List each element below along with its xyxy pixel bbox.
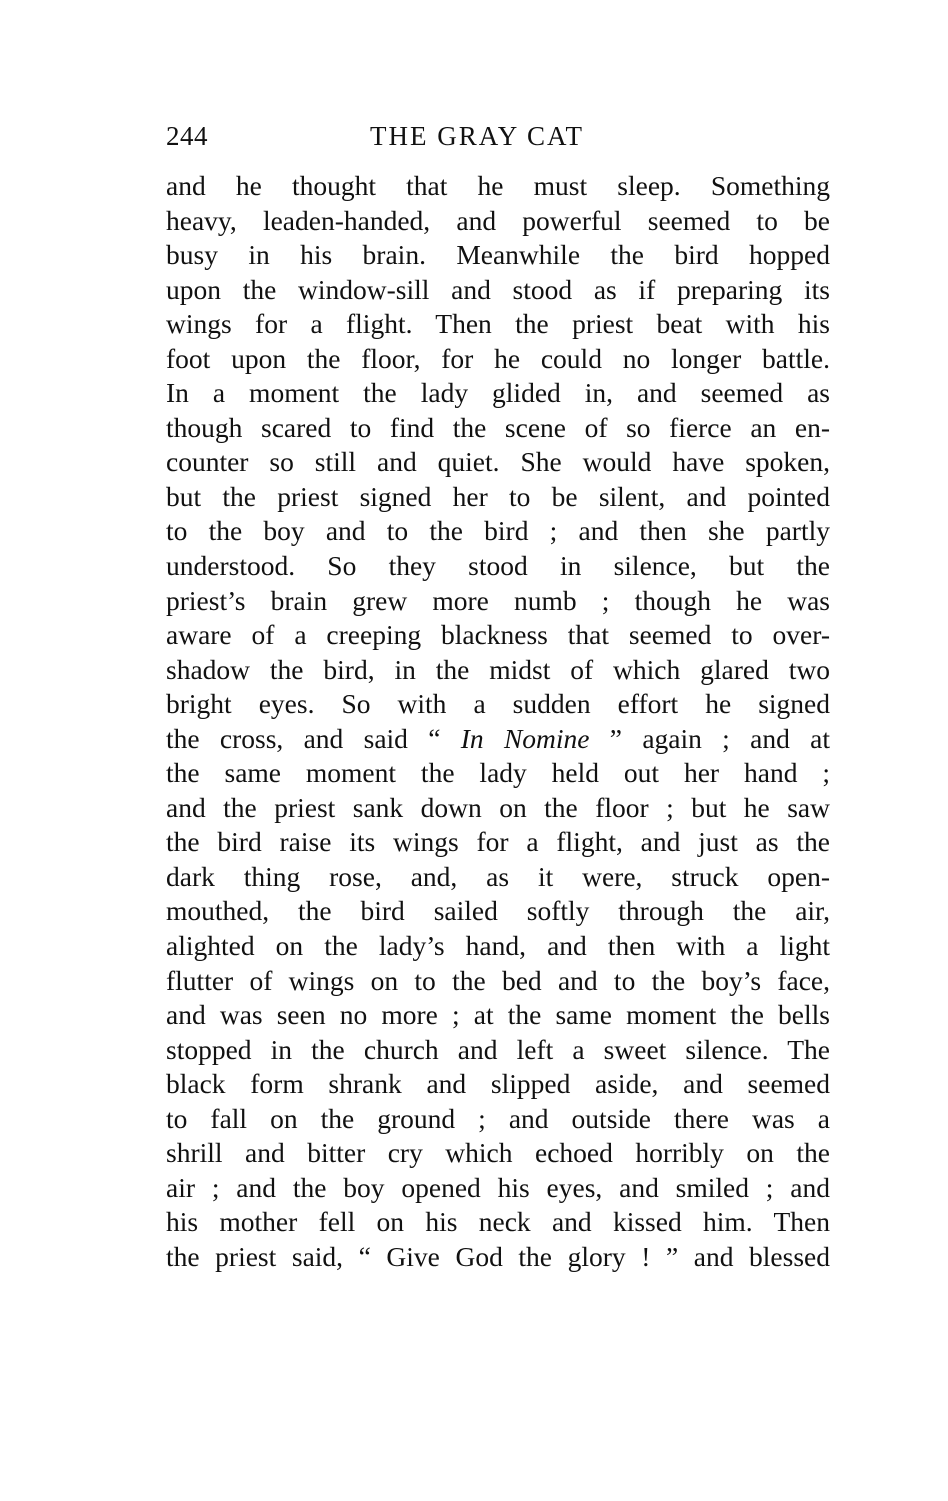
text-line: but the priest signed her to be silent, and pointed bbox=[166, 480, 830, 512]
text-line-segment: the cross, and said “ bbox=[166, 722, 461, 754]
running-head bbox=[166, 116, 830, 156]
text-line: to fall on the ground ; and outside there was a bbox=[166, 1102, 830, 1134]
page-number: 244 bbox=[166, 121, 208, 151]
text-line: wings for a flight. Then the priest beat with his bbox=[166, 308, 830, 340]
text-line: stopped in the church and left a sweet silence. The bbox=[166, 1033, 830, 1065]
text-line: priest’s brain grew more numb ; though he was bbox=[166, 584, 830, 616]
text-line: aware of a creeping blackness that seemed to over- bbox=[166, 619, 830, 651]
text-line: his mother fell on his neck and kissed him. Then bbox=[166, 1206, 830, 1238]
text-line: the same moment the lady held out her hand ; bbox=[166, 757, 830, 789]
text-line: understood. So they stood in silence, but the bbox=[166, 550, 830, 582]
text-line: alighted on the lady’s hand, and then with a light bbox=[166, 930, 830, 962]
text-line: to the boy and to the bird ; and then she partly bbox=[166, 515, 830, 547]
text-line: busy in his brain. Meanwhile the bird hopped bbox=[166, 239, 830, 271]
text-line: dark thing rose, and, as it were, struck open- bbox=[166, 860, 830, 892]
text-line: flutter of wings on to the bed and to the boy’s face, bbox=[166, 964, 830, 996]
text-line: bright eyes. So with a sudden effort he signed bbox=[166, 688, 830, 720]
text-line: and he thought that he must sleep. Something bbox=[166, 170, 830, 201]
text-line: and was seen no more ; at the same moment the bells bbox=[166, 999, 830, 1031]
text-line: and the priest sank down on the floor ; but he saw bbox=[166, 791, 830, 823]
text-line: In a moment the lady glided in, and seemed as bbox=[166, 377, 830, 409]
text-line: mouthed, the bird sailed softly through the air, bbox=[166, 895, 830, 927]
text-line-with-italic bbox=[166, 722, 830, 757]
text-line: though scared to find the scene of so fierce an en- bbox=[166, 411, 830, 443]
text-line: heavy, leaden-handed, and powerful seemed to be bbox=[166, 204, 830, 236]
text-line: counter so still and quiet. She would have spoken, bbox=[166, 446, 830, 478]
text-line: shadow the bird, in the midst of which glared two bbox=[166, 653, 830, 685]
text-line: air ; and the boy opened his eyes, and smiled ; and bbox=[166, 1171, 830, 1203]
text-line: black form shrank and slipped aside, and seemed bbox=[166, 1068, 830, 1100]
text-line: upon the window-sill and stood as if preparing its bbox=[166, 273, 830, 305]
italic-phrase: In Nomine bbox=[460, 722, 590, 754]
text-line-segment: ” again ; and at bbox=[589, 722, 830, 754]
text-line: the priest said, “ Give God the glory ! ” and blessed bbox=[166, 1240, 830, 1272]
running-title: THE GRAY CAT bbox=[370, 121, 585, 151]
text-line: the bird raise its wings for a flight, and just as the bbox=[166, 826, 830, 858]
text-line: shrill and bitter cry which echoed horribly on the bbox=[166, 1137, 830, 1169]
text-line: foot upon the floor, for he could no longer battle. bbox=[166, 342, 830, 374]
body-text bbox=[166, 169, 830, 1275]
